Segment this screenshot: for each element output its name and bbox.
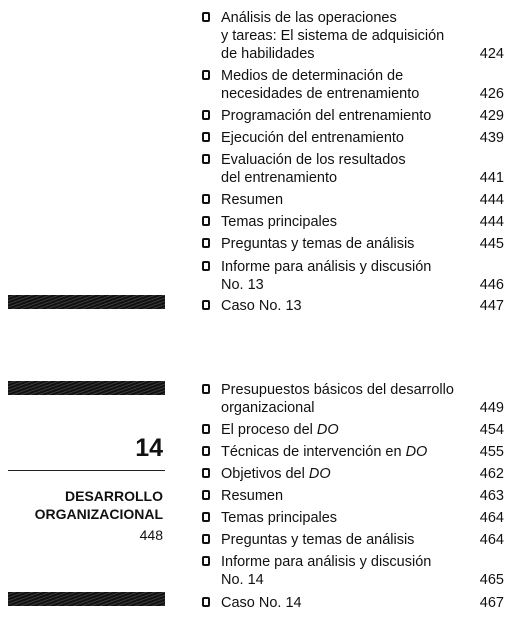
toc-entry-text: Técnicas de intervención en DO: [221, 444, 428, 460]
checkbox-bullet-icon: [202, 154, 210, 164]
toc-entry-text: Caso No. 13: [221, 298, 302, 314]
checkbox-bullet-icon: [202, 534, 210, 544]
chapter-divider: [8, 470, 165, 471]
checkbox-bullet-icon: [202, 446, 210, 456]
decorative-rule-bottom: [8, 592, 165, 606]
abbreviation-do: DO: [405, 444, 428, 460]
chapter-page-number: 448: [139, 527, 163, 543]
toc-entry-page: 454: [479, 422, 504, 438]
toc-entry-page: 446: [479, 277, 504, 293]
checkbox-bullet-icon: [202, 384, 210, 394]
checkbox-bullet-icon: [202, 70, 210, 80]
decorative-rule-chapter: [8, 381, 165, 395]
toc-entry-page: 455: [479, 444, 504, 460]
toc-entry-text: Ejecución del entrenamiento: [221, 130, 404, 146]
toc-entry-page: 426: [479, 86, 504, 102]
toc-entry-page: 464: [479, 510, 504, 526]
checkbox-bullet-icon: [202, 512, 210, 522]
toc-entry-text: Caso No. 14: [221, 595, 302, 611]
toc-entry-text: Informe para análisis y discusión No. 13: [221, 259, 432, 293]
checkbox-bullet-icon: [202, 468, 210, 478]
toc-entry-page: 447: [479, 298, 504, 314]
toc-entry-text: El proceso del DO: [221, 422, 339, 438]
toc-entry-page: 464: [479, 532, 504, 548]
toc-entry-text: Análisis de las operaciones y tareas: El sistema de adquisición de habilidades: [221, 10, 445, 62]
toc-entry-text: Informe para análisis y discusión No. 14: [221, 554, 432, 588]
checkbox-bullet-icon: [202, 556, 210, 566]
toc-entry-text: Resumen: [221, 488, 284, 504]
chapter-title: DESARROLLO ORGANIZACIONAL: [34, 488, 163, 522]
checkbox-bullet-icon: [202, 300, 210, 310]
chapter-number: 14: [135, 434, 163, 462]
toc-entry-page: 429: [479, 108, 504, 124]
toc-entry-text: Temas principales: [221, 510, 338, 526]
checkbox-bullet-icon: [202, 261, 210, 271]
toc-entry-page: 439: [479, 130, 504, 146]
toc-entry-text: Preguntas y temas de análisis: [221, 532, 415, 548]
toc-entry-text: Programación del entrenamiento: [221, 108, 432, 124]
toc-entry-text: Objetivos del DO: [221, 466, 331, 482]
checkbox-bullet-icon: [202, 132, 210, 142]
toc-entry-text: Temas principales: [221, 214, 338, 230]
toc-entry-page: 449: [479, 400, 504, 416]
toc-entry-page: 444: [479, 214, 504, 230]
toc-entry-text: Evaluación de los resultados del entrenamiento: [221, 152, 406, 186]
toc-entry-text: Preguntas y temas de análisis: [221, 236, 415, 252]
toc-entry-page: 424: [479, 46, 504, 62]
abbreviation-do: DO: [308, 466, 331, 482]
decorative-rule-top: [8, 295, 165, 309]
checkbox-bullet-icon: [202, 424, 210, 434]
toc-entry-page: 463: [479, 488, 504, 504]
toc-entry-page: 444: [479, 192, 504, 208]
toc-entry-page: 467: [479, 595, 504, 611]
checkbox-bullet-icon: [202, 110, 210, 120]
abbreviation-do: DO: [316, 422, 339, 438]
toc-entry-page: 441: [479, 170, 504, 186]
toc-entry-page: 465: [479, 572, 504, 588]
checkbox-bullet-icon: [202, 216, 210, 226]
checkbox-bullet-icon: [202, 12, 210, 22]
checkbox-bullet-icon: [202, 238, 210, 248]
toc-entry-page: 445: [479, 236, 504, 252]
toc-entry-text: Medios de determinación de necesidades de entrenamiento: [221, 68, 420, 102]
toc-entry-text: Resumen: [221, 192, 284, 208]
checkbox-bullet-icon: [202, 597, 210, 607]
toc-entry-text: Presupuestos básicos del desarrollo organizacional: [221, 382, 454, 416]
checkbox-bullet-icon: [202, 194, 210, 204]
toc-entry-page: 462: [479, 466, 504, 482]
checkbox-bullet-icon: [202, 490, 210, 500]
